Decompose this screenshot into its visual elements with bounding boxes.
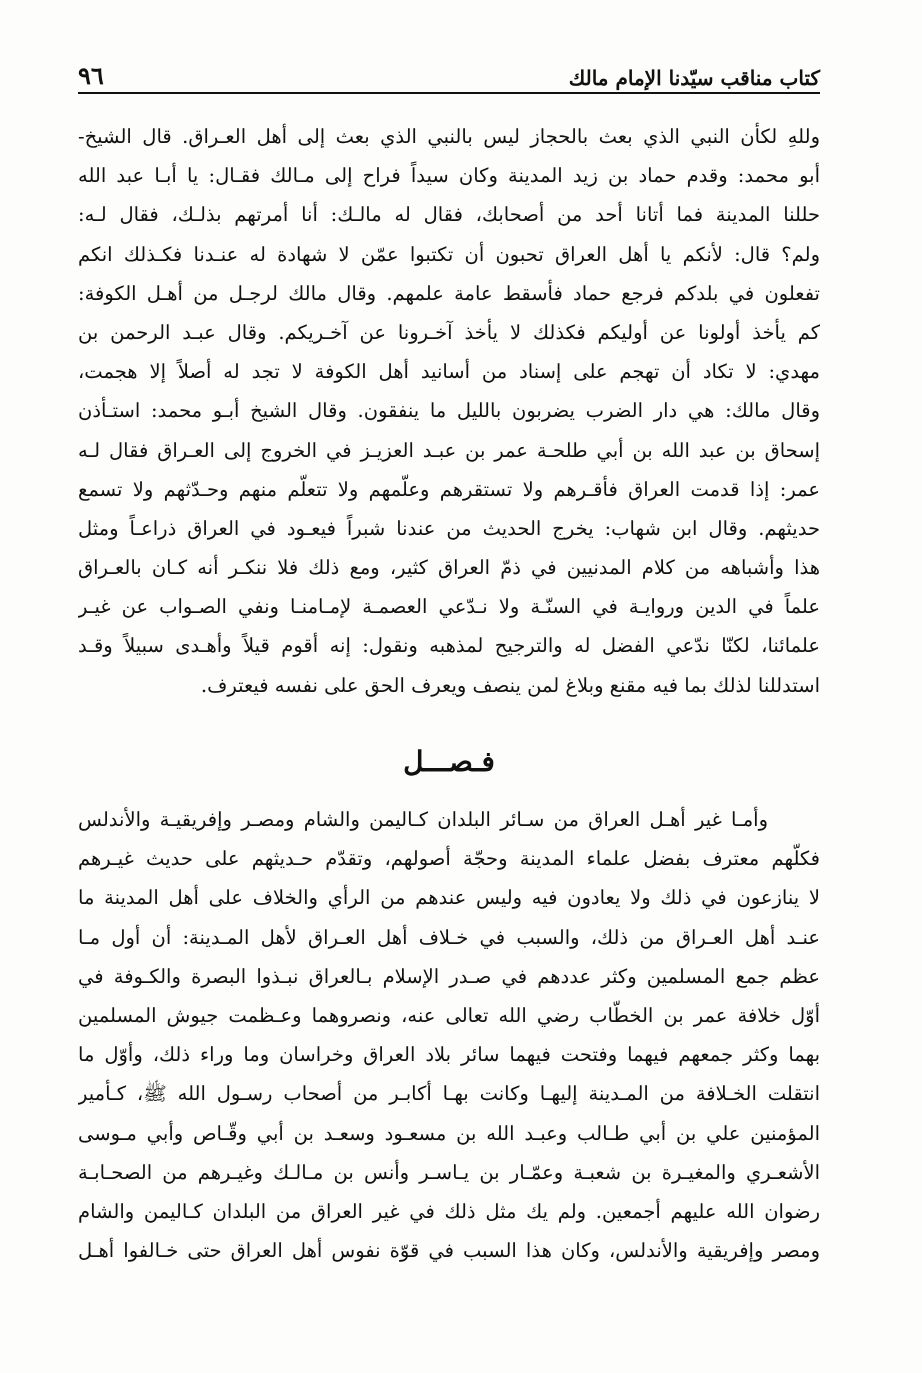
text-line: فكلّهم معترف بفضل علماء المدينة وحجّة أصولهم، وتقدّم حـديثهم على حديث غيـرهم: [78, 847, 820, 871]
text-line: حديثهم. وقال ابن شهاب: يخرج الحديث من عندنا شبراً فيعـود في العراق ذراعـاً ومثل: [78, 516, 820, 540]
text-line: المؤمنين علي بن أبي طـالب وعبـد الله بن مسعـود وسعـد بن أبي وقّـاص وأبي مـوسى: [78, 1121, 820, 1145]
text-line: علمائنا، لكنّا ندّعي الفضل له والترجيح لمذهبه ونقول: إنه أقوم قيلاً وأهـدى سبيلاً وقـد: [78, 634, 820, 658]
text-line: وأمـا غير أهـل العراق من سـائر البلدان كـاليمن والشام ومصـر وإفريقيـة والأندلس: [78, 808, 768, 831]
text-line: مهدي: لا تكاد أن تهجم على إسناد من أسانيد أهل الكوفة لا تجد له أصلاً إلا هجمت،: [78, 360, 820, 384]
text-line: علماً في الدين وروايـة في السنّـة ولا نـدّعي العصمـة لإمـامنـا ونفي الصـواب عن غيـر: [78, 595, 820, 619]
text-line: بهما وكثر جمعهم فيهما وفتحت فيهما سائر بلاد العراق وخراسان وما وراء ذلك، وأوّل ما: [78, 1043, 820, 1067]
section-heading: [78, 742, 820, 782]
paragraph-2: [78, 800, 820, 1270]
text-line: ومصر وإفريقية والأندلس، وكان هذا السبب في قوّة نفوس أهل العراق حتى خـالفوا أهـل: [78, 1239, 820, 1263]
text-line: عمر: إذا قدمت العراق فأقـرهم ولا تستقرهم وعلّمهم ولا تتعلّم منهم وحـدّثهم ولا تسمع: [78, 477, 820, 501]
text-line: وللهِ لكأن النبي الذي بعث بالحجاز ليس بالنبي الذي بعث إلى أهل العـراق. قال الشيخ-: [78, 125, 820, 148]
text-line: عنـد أهل العـراق من ذلك، والسبب في خـلاف أهل العـراق لأهل المـدينة: أن أول مـا: [78, 925, 820, 949]
text-line: أبو محمد: وقدم حماد بن زيد المدينة وكان سيداً فراح إلى مـالك فقـال: يا أبـا عبد الله: [78, 164, 820, 188]
text-line: لا ينازعون في ذلك ولا يعادون فيه وليس عندهم من الرأي والخلاف على أهل المدينة ما: [78, 886, 820, 910]
text-line: الأشعـري والمغيـرة بن شعبـة وعمّـار بن يـاسـر وأنس بن مـالـك وغيـرهم من الصحـابـة: [78, 1160, 820, 1184]
running-title: كتاب مناقب سيّدنا الإمام مالك: [568, 66, 820, 90]
text-line: استدللنا لذلك بما فيه مقنع وبلاغ لمن ينصف ويعرف الحق على نفسه فيعترف.: [200, 673, 820, 697]
text-line: عظم جمع المسلمين وكثر عددهم في صـدر الإسلام بـالعراق نبـذوا البصرة والكـوفة في: [78, 964, 820, 988]
text-line: وقال مالك: هي دار الضرب يضربون بالليل ما ينفقون. وقال الشيخ أبـو محمد: استـأذن: [78, 399, 820, 423]
text-line: هذا وأشباهه من كلام المدنيين في ذمّ العراق كثير، ومع ذلك فلا ننكـر أنه كـان بالعـراق: [78, 556, 820, 580]
text-line: كم يأخذ أولونا عن أوليكم فكذلك لا يأخذ آخـرونا عن آخـريكم. وقال عبـد الرحمن بن: [78, 320, 820, 344]
text-line: أوّل خلافة عمر بن الخطّاب رضي الله تعالى عنه، ونصروهما وعـظمت جيوش المسلمين: [78, 1003, 820, 1027]
page-header: [78, 48, 820, 94]
section-heading-text: فـصـــل: [403, 745, 495, 778]
text-line: إسحاق بن عبد الله بن أبي طلحـة عمر بن عبـد العزيـز في الخروج إلى العـراق فقال لـه: [78, 438, 820, 462]
paragraph-1: [78, 117, 820, 705]
text-line: انتقلت الخـلافة من المـدينة إليهـا وكانت بهـا أكابـر من أصحاب رسـول الله ﷺ، كـأمير: [78, 1082, 820, 1106]
text-line: ولم؟ قال: لأنكم يا أهل العراق تحبون أن تكتبوا عمّن لا شهادة له عنـدنا فكـذلك انكم: [78, 242, 820, 266]
text-line: رضوان الله عليهم أجمعين. ولم يك مثل ذلك في غير العراق من البلدان كـاليمن والشام: [78, 1199, 820, 1223]
text-line: تفعلون في بلدكم فرجع حماد فأسقط عامة علمهم. وقال مالك لرجـل من أهـل الكوفة:: [78, 281, 820, 305]
page-number: ٩٦: [78, 61, 104, 90]
text-line: حللنا المدينة فما أتانا أحد من أصحابك، فقال له مالـك: أنا أمرتهم بذلـك، فقال لـه:: [78, 203, 820, 227]
